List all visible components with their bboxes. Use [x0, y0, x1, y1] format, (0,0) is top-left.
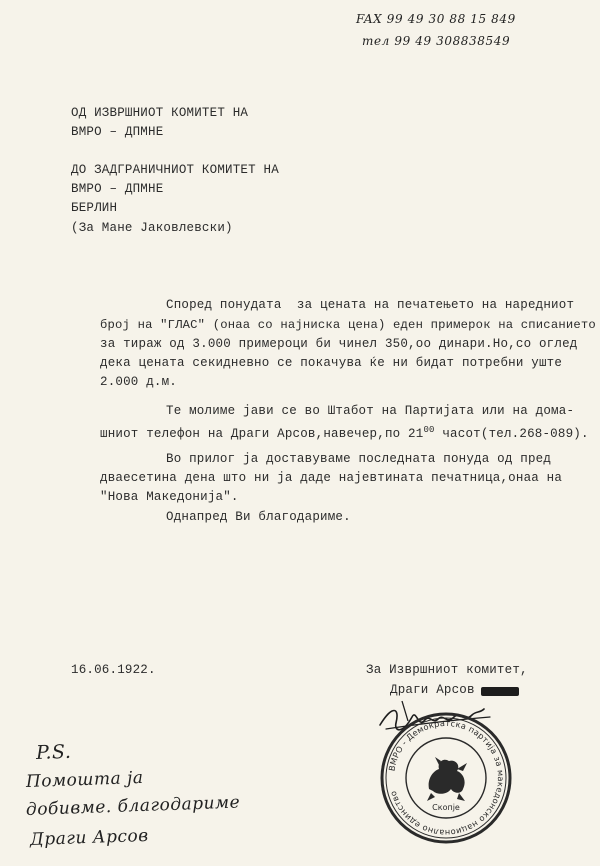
lion-emblem-icon [427, 757, 467, 801]
body-p4: Однапред Ви благодариме. [166, 510, 351, 524]
signature-line-1: За Извршниот комитет, [366, 663, 528, 677]
to-line-3: БЕРЛИН [71, 201, 118, 215]
seal-city: Скопје [432, 803, 460, 812]
body-p2-l2-sup: 00 [423, 425, 435, 435]
body-p2-l1: Те молиме јави се во Штабот на Партијата или на дома- [166, 404, 575, 418]
signature-line-2: Драги Арсов [390, 683, 475, 697]
to-line-1: ДО ЗАДГРАНИЧНИОТ КОМИТЕТ НА [71, 163, 279, 177]
handwritten-tel: тел 99 49 308838549 [362, 34, 511, 48]
to-line-4: (За Мане Јаковлевски) [71, 221, 233, 235]
body-p2-l2 [100, 423, 589, 442]
ps-line-2: добивме. благодариме [25, 792, 241, 820]
body-p2-l2-b: часот(тел.268-089). [434, 427, 589, 442]
body-p1-l4: дека цената секидневно се покачува ќе ни бидат потребни уште [100, 356, 563, 370]
seal-circular-text: ВМРО - Демократска партија за македонско национално единство [386, 717, 507, 839]
body-p3-l2: дваесетина дена што ни ја даде најевтината печатница,онаа на [100, 471, 563, 485]
party-seal-stamp [377, 709, 515, 847]
from-line-2: ВМРО – ДПМНЕ [71, 125, 164, 139]
to-line-2: ВМРО – ДПМНЕ [71, 182, 164, 196]
body-p2-l2-a: шниот телефон на Драги Арсов,навечер,по 21 [100, 427, 424, 442]
body-p1-l3: за тираж од 3.000 примероци би чинел 350,оо динари.Но,со оглед [100, 337, 578, 351]
body-p3-l3: "Нова Македонија". [100, 490, 239, 504]
ps-label: P.S. [35, 740, 72, 764]
body-p1-l2: број на "ГЛАС" (онаа со најниска цена) еден примерок на списанието [100, 318, 596, 332]
from-line-1: ОД ИЗВРШНИОТ КОМИТЕТ НА [71, 106, 249, 120]
body-p3-l1: Во прилог ја доставуваме последната понуда од пред [166, 452, 552, 466]
body-p1-l1: Според понудата за цената на печатењето на наредниот [166, 298, 575, 312]
ps-line-1: Помошта ја [25, 767, 144, 792]
letter-date: 16.06.1922. [71, 663, 156, 677]
handwritten-fax: FAX 99 49 30 88 15 849 [356, 12, 516, 26]
body-p1-l5: 2.000 д.м. [100, 375, 178, 389]
ps-line-3: Драги Арсов [29, 825, 149, 850]
